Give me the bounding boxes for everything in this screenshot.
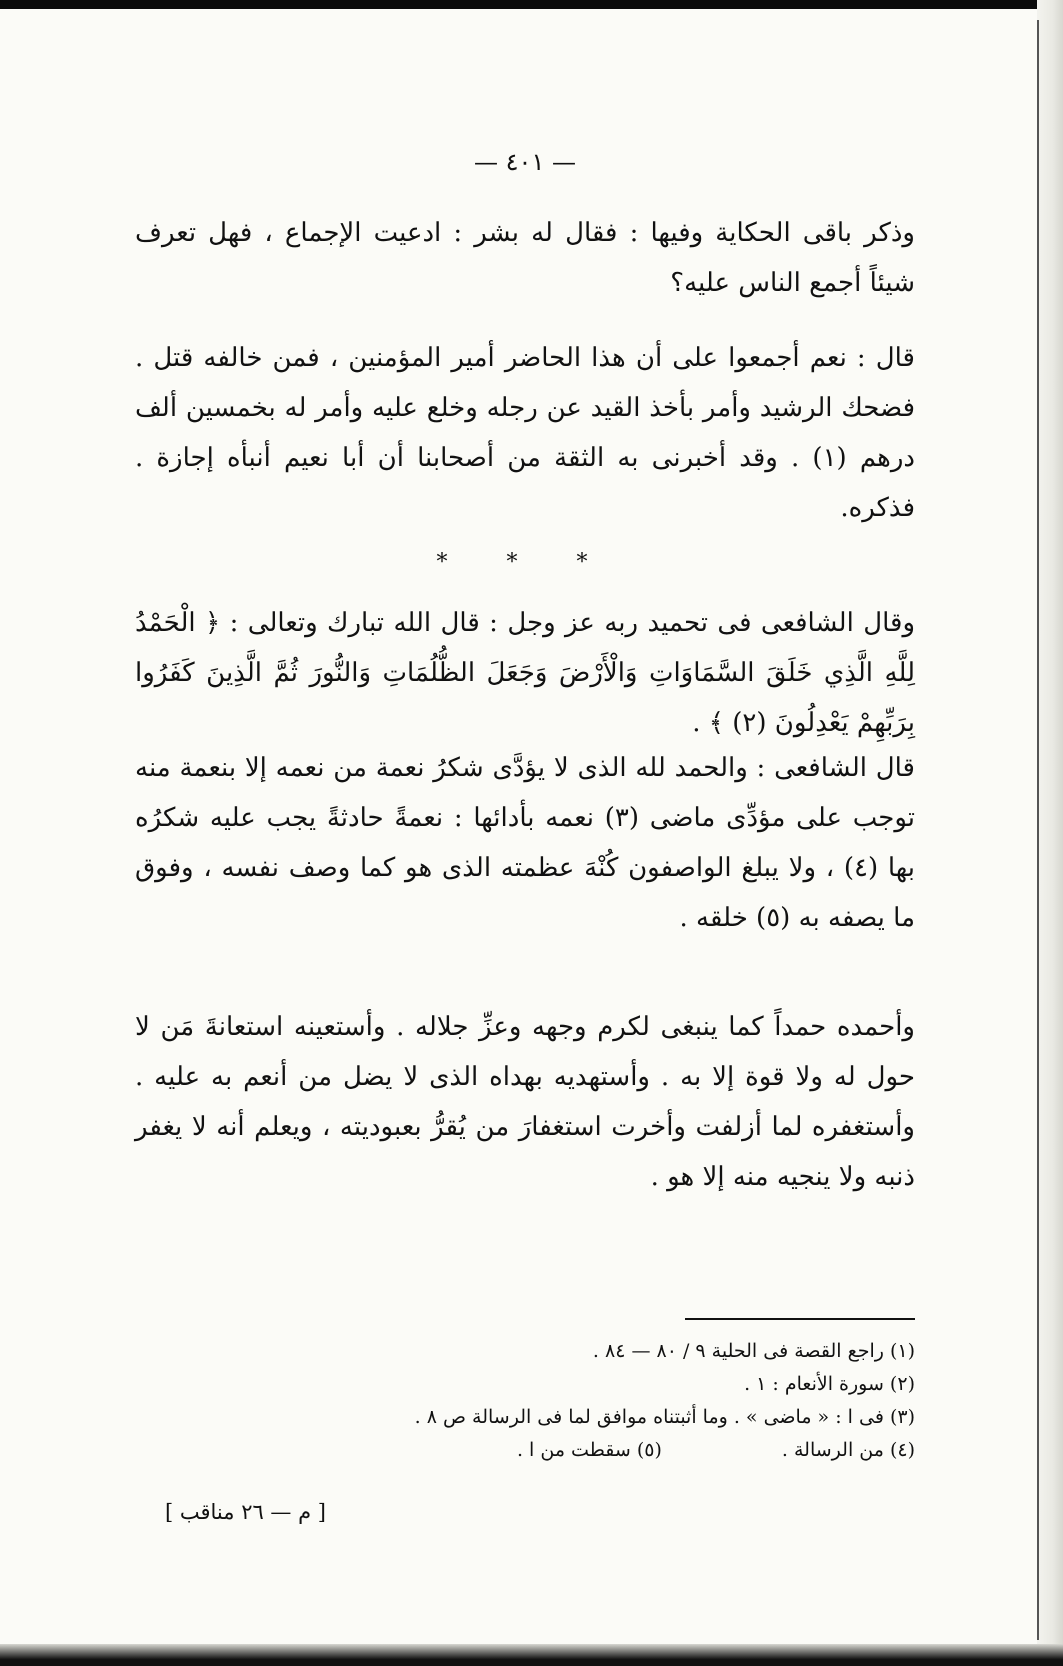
footnote-4: (٤) من الرسالة . — [781, 1439, 915, 1461]
scan-bottom-edge — [0, 1644, 1063, 1666]
scan-binding-line — [1037, 20, 1039, 1640]
paragraph-5: وأحمده حمداً كما ينبغى لكرم وجهه وعزِّ جلاله . وأستعينه استعانةَ مَن لا حول له ولا قوة إلا به . وأستهديه بهداه الذى لا يضل من أنعم به عليه . وأستغفره لما أزلفت وأخرت استغفارَ من يُقرُّ بعبوديته ، ويعلم أنه لا يغفر ذنبه ولا ينجيه منه إلا هو . — [135, 1012, 915, 1192]
page-content — [135, 0, 915, 1640]
section-ornament: * * * — [436, 550, 614, 575]
signature-mark: [ م — ٢٦ مناقب ] — [165, 1500, 326, 1524]
footnote-3: (٣) فى ا : « ماضى » . وما أثبتناه موافق لما فى الرسالة ص ٨ . — [414, 1406, 915, 1428]
footnote-2: (٢) سورة الأنعام : ١ . — [744, 1373, 915, 1395]
footnote-5: (٥) سقطت من ا . — [516, 1439, 662, 1461]
paragraph-1: وذكر باقى الحكاية وفيها : فقال له بشر : ادعيت الإجماع ، فهل تعرف شيئاً أجمع الناس عليه؟ — [135, 218, 915, 298]
paragraph-2: قال : نعم أجمعوا على أن هذا الحاضر أمير المؤمنين ، فمن خالفه قتل . فضحك الرشيد وأمر بأخذ القيد عن رجله وخلع عليه وأمر له بخمسين ألف درهم (١) . وقد أخبرنى به الثقة من أصحابنا أن أبا نعيم أنبأه إجازة . فذكره. — [135, 343, 915, 523]
scan-right-margin — [1037, 0, 1063, 1666]
footnote-1: (١) راجع القصة فى الحلية ٩ / ٨٠ — ٨٤ . — [592, 1340, 915, 1362]
paragraph-4: قال الشافعى : والحمد لله الذى لا يؤدَّى شكرُ نعمة من نعمه إلا بنعمة منه توجب على مؤدِّى ماضى (٣) نعمه بأدائها : نعمةً حادثةً يجب عليه شكرُه بها (٤) ، ولا يبلغ الواصفون كُنْهَ عظمته الذى هو كما وصف نفسه ، وفوق ما يصفه به (٥) خلقه . — [135, 753, 915, 933]
footnotes — [135, 1335, 915, 1467]
footnote-separator — [685, 1318, 915, 1320]
paragraph-3: وقال الشافعى فى تحميد ربه عز وجل : قال الله تبارك وتعالى : ﴿ الْحَمْدُ لِلَّهِ الَّذِي خَلَقَ السَّمَاوَاتِ وَالْأَرْضَ وَجَعَلَ الظُّلُمَاتِ وَالنُّورَ ثُمَّ الَّذِينَ كَفَرُوا بِرَبِّهِمْ يَعْدِلُونَ (٢) ﴾ . — [135, 608, 915, 738]
page-number: — ٤٠١ — — [474, 148, 576, 176]
footnote-row-4-5 — [135, 1434, 915, 1467]
